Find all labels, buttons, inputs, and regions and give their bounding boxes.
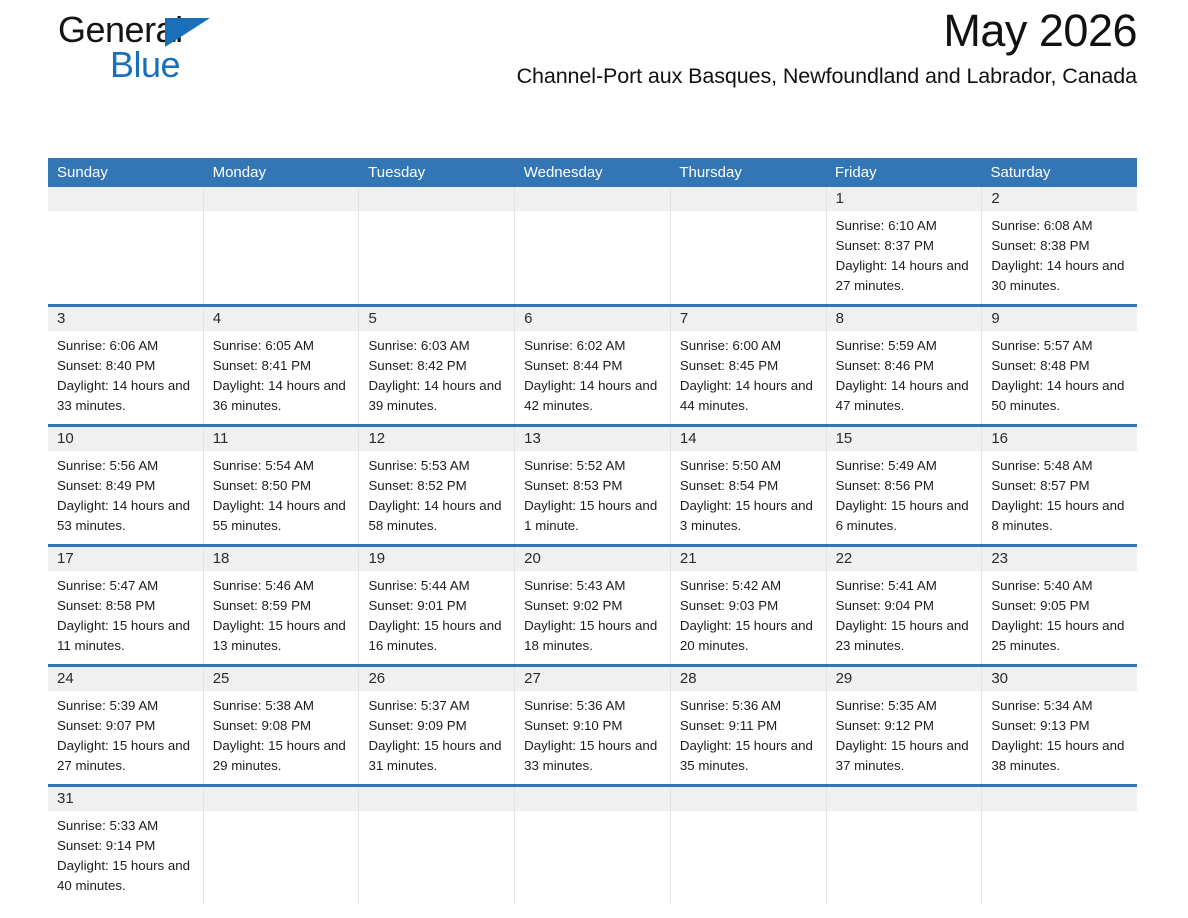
sunrise-text: Sunrise: 5:37 AM — [368, 698, 470, 713]
sunrise-text: Sunrise: 5:52 AM — [524, 458, 626, 473]
day-info — [982, 331, 1137, 424]
calendar-day-cell[interactable] — [827, 187, 983, 304]
calendar-day-cell-empty — [48, 187, 204, 304]
calendar-grid — [48, 158, 1137, 904]
calendar-day-cell[interactable] — [204, 547, 360, 664]
daylight-text: Daylight: 14 hours and 33 minutes. — [57, 378, 191, 413]
calendar-week-row — [48, 664, 1137, 784]
calendar-day-cell-empty — [204, 187, 360, 304]
day-info — [204, 571, 359, 664]
day-number: 26 — [359, 667, 514, 691]
sunset-text: Sunset: 8:48 PM — [991, 358, 1090, 373]
weekday-thursday: Thursday — [679, 164, 742, 181]
day-info — [204, 211, 359, 296]
daylight-text: Daylight: 14 hours and 47 minutes. — [835, 378, 969, 413]
day-info — [204, 811, 359, 896]
day-info — [359, 211, 514, 296]
day-info — [671, 331, 826, 424]
sunset-text: Sunset: 9:14 PM — [57, 838, 156, 853]
calendar-day-cell[interactable] — [359, 427, 515, 544]
calendar-day-cell[interactable] — [982, 307, 1137, 424]
sunrise-text: Sunrise: 5:40 AM — [991, 578, 1093, 593]
daylight-text: Daylight: 15 hours and 38 minutes. — [991, 738, 1125, 773]
sunset-text: Sunset: 8:46 PM — [835, 358, 934, 373]
sunset-text: Sunset: 9:08 PM — [212, 718, 312, 733]
page-header — [48, 0, 1140, 108]
daylight-text: Daylight: 14 hours and 58 minutes. — [368, 498, 502, 533]
calendar-day-cell[interactable] — [982, 547, 1137, 664]
daylight-text: Daylight: 15 hours and 27 minutes. — [57, 738, 191, 773]
sunrise-text: Sunrise: 5:47 AM — [57, 578, 159, 593]
calendar-day-cell-empty — [359, 787, 515, 904]
daylight-text: Daylight: 14 hours and 36 minutes. — [212, 378, 346, 413]
calendar-day-cell[interactable] — [671, 547, 827, 664]
day-info — [982, 691, 1137, 784]
sunrise-text: Sunrise: 5:46 AM — [212, 578, 314, 593]
daylight-text: Daylight: 14 hours and 50 minutes. — [991, 378, 1125, 413]
day-number: 1 — [827, 187, 982, 211]
sunset-text: Sunset: 8:42 PM — [368, 358, 467, 373]
calendar-day-cell[interactable] — [671, 427, 827, 544]
sunrise-text: Sunrise: 5:35 AM — [835, 698, 937, 713]
sunset-text: Sunset: 8:57 PM — [991, 478, 1090, 493]
calendar-week-row — [48, 304, 1137, 424]
daylight-text: Daylight: 15 hours and 18 minutes. — [524, 618, 658, 653]
day-number: 31 — [48, 787, 203, 811]
day-info — [827, 691, 982, 784]
day-info — [827, 211, 982, 304]
daylight-text: Daylight: 14 hours and 55 minutes. — [212, 498, 346, 533]
calendar-day-cell[interactable] — [515, 427, 671, 544]
day-info — [359, 571, 514, 664]
day-info — [515, 331, 670, 424]
day-info — [359, 451, 514, 544]
daylight-text: Daylight: 15 hours and 33 minutes. — [524, 738, 658, 773]
day-number: 14 — [671, 427, 826, 451]
calendar-weeks — [48, 187, 1137, 904]
calendar-day-cell[interactable] — [671, 667, 827, 784]
daylight-text: Daylight: 14 hours and 30 minutes. — [991, 258, 1125, 293]
daylight-text: Daylight: 15 hours and 35 minutes. — [679, 738, 813, 773]
sunrise-text: Sunrise: 5:41 AM — [835, 578, 937, 593]
daylight-text: Daylight: 14 hours and 39 minutes. — [368, 378, 502, 413]
daylight-text: Daylight: 15 hours and 3 minutes. — [679, 498, 813, 533]
page-title: May 2026 — [943, 5, 1137, 56]
day-number: 15 — [827, 427, 982, 451]
weekday-header-row — [48, 158, 1137, 187]
weekday-monday: Monday — [212, 164, 266, 181]
weekday-friday: Friday — [834, 164, 877, 181]
sunset-text: Sunset: 9:03 PM — [679, 598, 779, 613]
daylight-text: Daylight: 15 hours and 25 minutes. — [991, 618, 1125, 653]
day-number: 2 — [982, 187, 1137, 211]
daylight-text: Daylight: 14 hours and 53 minutes. — [57, 498, 191, 533]
weekday-wednesday: Wednesday — [523, 164, 603, 181]
daylight-text: Daylight: 14 hours and 42 minutes. — [524, 378, 658, 413]
sunrise-text: Sunrise: 5:39 AM — [57, 698, 159, 713]
day-info — [827, 811, 982, 896]
calendar-day-cell[interactable] — [204, 427, 360, 544]
calendar-day-cell-empty — [204, 787, 360, 904]
day-info — [48, 811, 203, 904]
sunset-text: Sunset: 9:07 PM — [57, 718, 156, 733]
calendar-day-cell[interactable] — [204, 667, 360, 784]
weekday-tuesday: Tuesday — [368, 164, 426, 181]
calendar-day-cell[interactable] — [515, 547, 671, 664]
sunrise-text: Sunrise: 5:56 AM — [57, 458, 159, 473]
daylight-text: Daylight: 15 hours and 16 minutes. — [368, 618, 502, 653]
calendar-day-cell[interactable] — [359, 547, 515, 664]
calendar-day-cell-empty — [827, 787, 983, 904]
sunrise-text: Sunrise: 5:44 AM — [368, 578, 470, 593]
day-number — [48, 187, 203, 211]
calendar-week-row — [48, 784, 1137, 904]
daylight-text: Daylight: 15 hours and 8 minutes. — [991, 498, 1125, 533]
sunset-text: Sunset: 8:59 PM — [212, 598, 312, 613]
daylight-text: Daylight: 15 hours and 13 minutes. — [212, 618, 346, 653]
sunset-text: Sunset: 9:10 PM — [524, 718, 623, 733]
sunset-text: Sunset: 9:11 PM — [679, 718, 778, 733]
day-number: 30 — [982, 667, 1137, 691]
logo-text-blue: Blue — [110, 44, 181, 85]
calendar-week-row — [48, 424, 1137, 544]
daylight-text: Daylight: 15 hours and 31 minutes. — [368, 738, 502, 773]
day-info — [515, 691, 670, 784]
triangle-flag-icon — [165, 18, 210, 47]
day-number: 5 — [359, 307, 514, 331]
day-info — [359, 331, 514, 424]
sunset-text: Sunset: 8:38 PM — [991, 238, 1090, 253]
sunrise-text: Sunrise: 5:49 AM — [835, 458, 937, 473]
calendar-day-cell[interactable] — [671, 307, 827, 424]
day-number: 16 — [982, 427, 1137, 451]
sunrise-text: Sunrise: 5:53 AM — [368, 458, 470, 473]
day-number: 10 — [48, 427, 203, 451]
sunset-text: Sunset: 8:50 PM — [212, 478, 312, 493]
day-number: 4 — [204, 307, 359, 331]
day-number: 9 — [982, 307, 1137, 331]
sunrise-text: Sunrise: 5:42 AM — [679, 578, 782, 593]
day-number: 27 — [515, 667, 670, 691]
sunset-text: Sunset: 8:58 PM — [57, 598, 156, 613]
sunrise-text: Sunrise: 5:48 AM — [991, 458, 1093, 473]
day-info — [48, 691, 203, 784]
day-info — [359, 691, 514, 784]
logo-text-general: General — [58, 9, 183, 50]
calendar-day-cell[interactable] — [515, 667, 671, 784]
calendar-week-row — [48, 187, 1137, 304]
sunset-text: Sunset: 8:53 PM — [524, 478, 623, 493]
calendar-day-cell-empty — [982, 787, 1137, 904]
day-info — [204, 331, 359, 424]
calendar-day-cell[interactable] — [204, 307, 360, 424]
day-info — [671, 811, 826, 896]
sunset-text: Sunset: 9:01 PM — [368, 598, 467, 613]
sunrise-text: Sunrise: 5:38 AM — [212, 698, 314, 713]
day-number: 7 — [671, 307, 826, 331]
sunset-text: Sunset: 8:44 PM — [524, 358, 623, 373]
sunrise-text: Sunrise: 5:50 AM — [679, 458, 782, 473]
sunset-text: Sunset: 9:05 PM — [991, 598, 1090, 613]
calendar-day-cell[interactable] — [359, 307, 515, 424]
day-number: 24 — [48, 667, 203, 691]
day-info — [48, 451, 203, 544]
sunrise-text: Sunrise: 5:43 AM — [524, 578, 626, 593]
calendar-day-cell-empty — [671, 187, 827, 304]
day-number: 17 — [48, 547, 203, 571]
sunset-text: Sunset: 8:54 PM — [679, 478, 779, 493]
sunrise-text: Sunrise: 5:59 AM — [835, 338, 937, 353]
sunrise-text: Sunrise: 5:36 AM — [524, 698, 626, 713]
day-number: 3 — [48, 307, 203, 331]
sunset-text: Sunset: 9:13 PM — [991, 718, 1090, 733]
day-info — [48, 331, 203, 424]
day-number: 29 — [827, 667, 982, 691]
day-info — [515, 451, 670, 544]
sunset-text: Sunset: 8:56 PM — [835, 478, 934, 493]
sunset-text: Sunset: 8:37 PM — [835, 238, 934, 253]
day-number — [204, 787, 359, 811]
sunrise-text: Sunrise: 5:57 AM — [991, 338, 1093, 353]
calendar-day-cell[interactable] — [48, 427, 204, 544]
day-info — [827, 331, 982, 424]
calendar-day-cell[interactable] — [827, 307, 983, 424]
sunrise-text: Sunrise: 6:10 AM — [835, 218, 937, 233]
sunrise-text: Sunrise: 5:54 AM — [212, 458, 314, 473]
sunset-text: Sunset: 9:12 PM — [835, 718, 934, 733]
sunrise-text: Sunrise: 6:05 AM — [212, 338, 314, 353]
daylight-text: Daylight: 14 hours and 44 minutes. — [679, 378, 813, 413]
day-info — [48, 211, 203, 296]
day-info — [359, 811, 514, 896]
day-number: 13 — [515, 427, 670, 451]
day-info — [671, 571, 826, 664]
sunset-text: Sunset: 8:49 PM — [57, 478, 156, 493]
daylight-text: Daylight: 15 hours and 23 minutes. — [835, 618, 969, 653]
day-number — [827, 787, 982, 811]
day-info — [671, 691, 826, 784]
day-number: 25 — [204, 667, 359, 691]
day-number: 18 — [204, 547, 359, 571]
calendar-day-cell[interactable] — [48, 787, 204, 904]
daylight-text: Daylight: 15 hours and 1 minute. — [524, 498, 658, 533]
location-subtitle: Channel-Port aux Basques, Newfoundland and Labrador, Canada — [516, 64, 1137, 88]
calendar-day-cell[interactable] — [982, 667, 1137, 784]
calendar-day-cell-empty — [359, 187, 515, 304]
day-info — [515, 811, 670, 896]
sunrise-text: Sunrise: 5:36 AM — [679, 698, 782, 713]
sunset-text: Sunset: 9:09 PM — [368, 718, 467, 733]
sunset-text: Sunset: 8:52 PM — [368, 478, 467, 493]
day-number — [671, 787, 826, 811]
day-number — [204, 187, 359, 211]
day-info — [671, 211, 826, 296]
sunrise-text: Sunrise: 6:03 AM — [368, 338, 470, 353]
day-number: 28 — [671, 667, 826, 691]
sunrise-text: Sunrise: 6:08 AM — [991, 218, 1093, 233]
day-number — [359, 187, 514, 211]
sunrise-text: Sunrise: 6:02 AM — [524, 338, 626, 353]
daylight-text: Daylight: 14 hours and 27 minutes. — [835, 258, 969, 293]
title-block — [240, 0, 1140, 91]
day-number: 8 — [827, 307, 982, 331]
day-number — [359, 787, 514, 811]
day-info — [982, 571, 1137, 664]
daylight-text: Daylight: 15 hours and 40 minutes. — [57, 858, 191, 893]
day-number: 6 — [515, 307, 670, 331]
calendar-day-cell-empty — [515, 187, 671, 304]
sunrise-text: Sunrise: 5:33 AM — [57, 818, 159, 833]
day-number — [515, 187, 670, 211]
calendar-day-cell[interactable] — [982, 427, 1137, 544]
day-info — [515, 211, 670, 296]
calendar-day-cell-empty — [515, 787, 671, 904]
daylight-text: Daylight: 15 hours and 11 minutes. — [57, 618, 191, 653]
calendar-day-cell[interactable] — [48, 667, 204, 784]
daylight-text: Daylight: 15 hours and 37 minutes. — [835, 738, 969, 773]
sunrise-text: Sunrise: 6:06 AM — [57, 338, 159, 353]
calendar-day-cell[interactable] — [359, 667, 515, 784]
weekday-saturday: Saturday — [990, 164, 1051, 181]
calendar-day-cell-empty — [671, 787, 827, 904]
calendar-day-cell[interactable] — [515, 307, 671, 424]
calendar-day-cell[interactable] — [827, 667, 983, 784]
calendar-day-cell[interactable] — [48, 307, 204, 424]
day-info — [48, 571, 203, 664]
sunset-text: Sunset: 8:45 PM — [679, 358, 779, 373]
day-info — [671, 451, 826, 544]
day-number: 19 — [359, 547, 514, 571]
day-info — [827, 451, 982, 544]
sunset-text: Sunset: 8:40 PM — [57, 358, 156, 373]
day-info — [204, 691, 359, 784]
day-number: 11 — [204, 427, 359, 451]
calendar-day-cell[interactable] — [982, 187, 1137, 304]
day-number: 20 — [515, 547, 670, 571]
sunrise-text: Sunrise: 6:00 AM — [679, 338, 782, 353]
sunset-text: Sunset: 9:02 PM — [524, 598, 623, 613]
calendar-day-cell[interactable] — [827, 427, 983, 544]
calendar-day-cell[interactable] — [48, 547, 204, 664]
day-number: 21 — [671, 547, 826, 571]
day-info — [515, 571, 670, 664]
weekday-sunday: Sunday — [57, 164, 108, 181]
day-number — [982, 787, 1137, 811]
daylight-text: Daylight: 15 hours and 20 minutes. — [679, 618, 813, 653]
daylight-text: Daylight: 15 hours and 29 minutes. — [212, 738, 346, 773]
day-info — [204, 451, 359, 544]
sunset-text: Sunset: 9:04 PM — [835, 598, 934, 613]
day-info — [827, 571, 982, 664]
day-info — [982, 811, 1137, 896]
day-number — [671, 187, 826, 211]
sunset-text: Sunset: 8:41 PM — [212, 358, 312, 373]
day-number: 22 — [827, 547, 982, 571]
daylight-text: Daylight: 15 hours and 6 minutes. — [835, 498, 969, 533]
day-number: 23 — [982, 547, 1137, 571]
day-info — [982, 211, 1137, 304]
sunrise-text: Sunrise: 5:34 AM — [991, 698, 1093, 713]
day-number: 12 — [359, 427, 514, 451]
day-number — [515, 787, 670, 811]
calendar-week-row — [48, 544, 1137, 664]
calendar-day-cell[interactable] — [827, 547, 983, 664]
day-info — [982, 451, 1137, 544]
